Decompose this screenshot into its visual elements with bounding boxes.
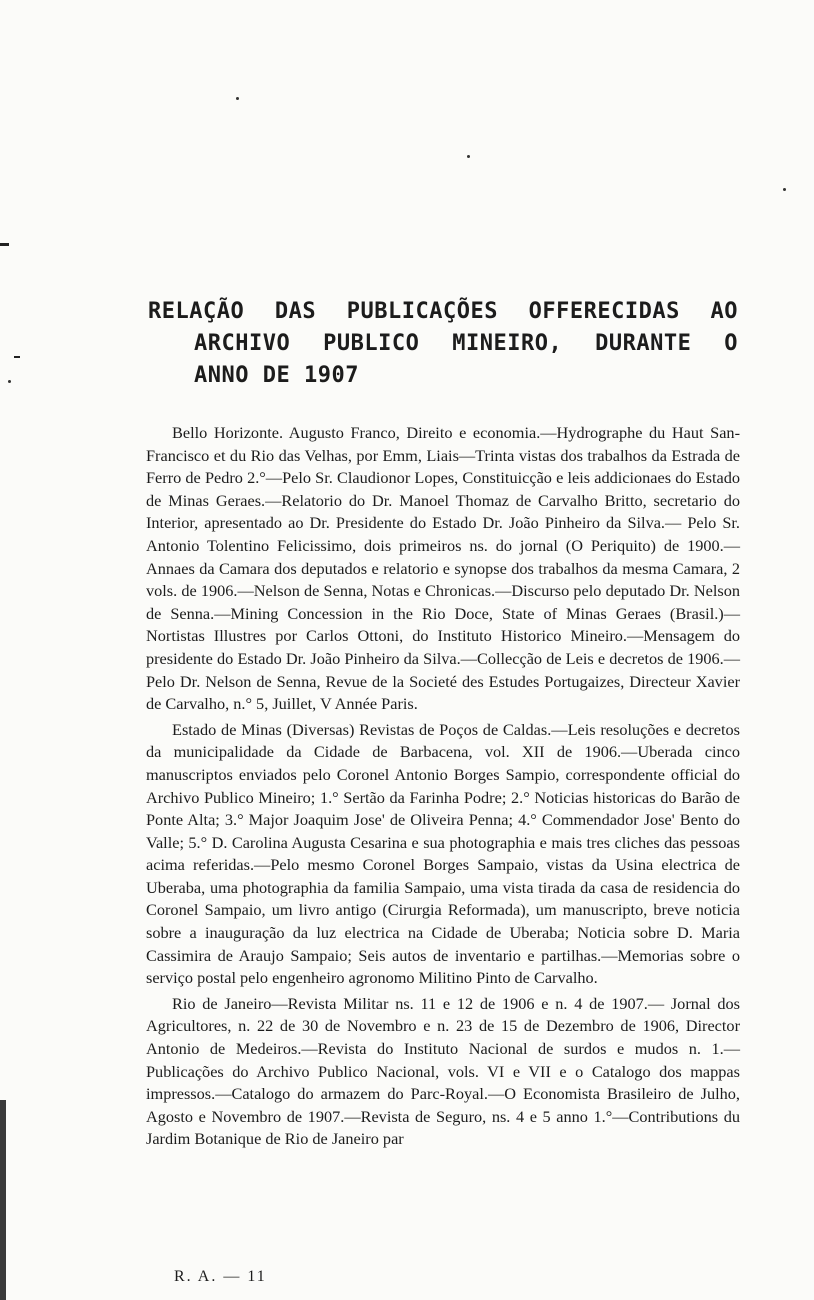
scan-dot-3 [783,188,786,191]
scan-dot-2 [467,155,470,158]
paragraph-estado-de-minas: Estado de Minas (Diversas) Revistas de Poços de Caldas.—Leis resoluções e decretos da municipalidade da Cidade de Barbacena, vol. XII de 1906.—Uberada cinco manuscriptos enviados pelo Coronel Antonio Borges Sampio, correspondente official do Archivo Publico Mineiro; 1.° Sertão da Farinha Podre; 2.° Noticias historicas do Barão de Ponte Alta; 3.° Major Joaquim Jose' de Oliveira Penna; 4.° Commendador Jose' Bento do Valle; 5.° D. Carolina Augusta Cesarina e sua photographia e mais tres cliches das pessoas acima referidas.—Pelo mesmo Coronel Borges Sampaio, vistas da Usina electrica de Uberaba, uma photographia da familia Sampaio, uma vista tirada da casa de residencia do Coronel Sampaio, um livro antigo (Cirurgia Reformada), um manuscripto, breve noticia sobre a inauguração da luz electrica na Cidade de Uberaba; Noticia sobre D. Maria Cassimira de Araujo Sampaio; Seis autos de inventario e partilhas.—Memorias sobre o serviço postal pelo engenheiro agronomo Militino Pinto de Carvalho. [146,719,740,988]
document-title [148,296,738,392]
title-line-3: ANNO DE 1907 [194,363,359,388]
title-line-1: RELAÇÃO DAS PUBLICAÇÕES OFFERECIDAS AO [148,299,738,324]
scan-mark-left-bottom [0,1100,6,1300]
page-signature: R. A. — 11 [174,1268,267,1285]
document-body [146,422,740,1154]
paragraph-rio-de-janeiro: Rio de Janeiro—Revista Militar ns. 11 e 12 de 1906 e n. 4 de 1907.— Jornal dos Agricultores, n. 22 de 30 de Novembro e n. 23 de 15 de Dezembro de 1906, Director Antonio de Medeiros.—Revista do Instituto Nacional de surdos e mudos n. 1.—Publicações do Archivo Publico Nacional, vols. VI e VII e o Catalogo dos mappas impressos.—Catalogo do armazem do Parc-Royal.—O Economista Brasileiro de Julho, Agosto e Novembro de 1907.—Revista de Seguro, ns. 4 e 5 anno 1.°—Contributions du Jardim Botanique de Rio de Janeiro par [146,993,740,1149]
scan-mark-left-middle [14,356,20,358]
scan-dot-4 [8,380,11,383]
paragraph-bello-horizonte: Bello Horizonte. Augusto Franco, Direito e economia.—Hydrographe du Haut San-Francisco et du Rio das Velhas, por Emm, Liais—Trinta vistas dos trabalhos da Estrada de Ferro de Pedro 2.°—Pelo Sr. Claudionor Lopes, Constituicção e leis addicionaes do Estado de Minas Geraes.—Relatorio do Dr. Manoel Thomaz de Carvalho Britto, secretario do Interior, apresentado ao Dr. Presidente do Estado Dr. João Pinheiro da Silva.— Pelo Sr. Antonio Tolentino Felicissimo, dois primeiros ns. do jornal (O Periquito) de 1900.—Annaes da Camara dos deputados e relatorio e synopse dos trabalhos da mesma Camara, 2 vols. de 1906.—Nelson de Senna, Notas e Chronicas.—Discurso pelo deputado Dr. Nelson de Senna.—Mining Concession in the Rio Doce, State of Minas Geraes (Brasil.)—Nortistas Illustres por Carlos Ottoni, do Instituto Historico Mineiro.—Mensagem do presidente do Estado Dr. João Pinheiro da Silva.—Collecção de Leis e decretos de 1906.—Pelo Dr. Nelson de Senna, Revue de la Societé des Estudes Portugaizes, Directeur Xavier de Carvalho, n.° 5, Juillet, V Année Paris. [146,423,740,714]
scan-mark-left-top [0,243,9,246]
scan-dot-1 [236,97,239,100]
title-line-2: ARCHIVO PUBLICO MINEIRO, DURANTE O [194,331,738,356]
